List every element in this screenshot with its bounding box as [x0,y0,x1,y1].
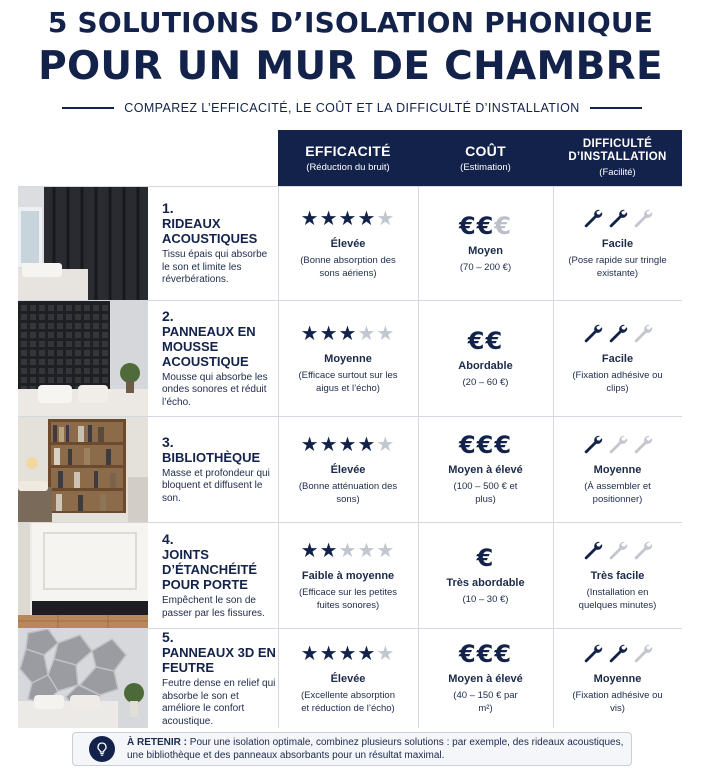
difficulte-value: Facile [601,238,634,250]
euro-icon: € [494,431,513,459]
solution-description: Empêchent le son de passer par les fissures. [162,595,265,619]
wrench-rating [580,433,655,459]
difficulte-cell [553,523,682,628]
wrench-icon [630,543,655,565]
star-rating [301,322,396,348]
euro-rating [459,642,512,668]
solution-row [18,300,682,416]
solution-row [18,416,682,522]
cout-value: Moyen à élevé [448,673,523,685]
solution-description: Tissu épais qui absorbe le son et limite les réverbérations. [162,249,268,286]
difficulte-note: (Fixation adhésive ou clips) [572,370,663,394]
solution-name: JOINTS D’ÉTANCHÉITÉ POUR PORTE [162,547,258,592]
star-rating [301,539,396,565]
efficacite-note: (Efficace surtout sur les aigus et l’écho) [298,370,398,394]
solution-photo [18,187,148,300]
star-icon: ★ [300,540,320,562]
wrench-icon [605,326,630,348]
difficulte-note: (À assembler et positionner) [584,481,651,505]
header-difficulte-line1: DIFFICULTÉ [582,138,653,150]
subtitle-rule-left [62,107,114,109]
difficulte-note: (Pose rapide sur tringle existante) [568,255,667,279]
star-icon: ★ [319,643,339,665]
difficulte-cell [553,629,682,728]
solution-row [18,186,682,300]
column-divider [418,186,419,728]
euro-rating [476,543,495,572]
star-rating [301,433,396,459]
star-icon: ★ [300,208,320,230]
solution-description: Mousse qui absorbe les ondes sonores et réduit l’écho. [162,371,268,408]
tip-label: À RETENIR : [127,737,187,748]
cout-cell [418,417,553,522]
star-icon: ★ [319,323,339,345]
star-icon: ★ [357,643,377,665]
difficulte-cell [553,301,682,416]
solution-row [18,628,682,728]
cout-cell [418,629,553,728]
wrench-icon [605,437,630,459]
wrench-icon [630,437,655,459]
lightbulb-icon [89,736,115,762]
wrench-rating [580,207,655,233]
cout-note: (100 – 500 € et plus) [453,481,518,505]
cout-cell [418,187,553,300]
difficulte-value: Très facile [590,570,645,582]
difficulte-note: (Installation en quelques minutes) [578,587,657,611]
column-divider [278,186,279,728]
star-icon: ★ [319,208,339,230]
star-icon: ★ [376,540,396,562]
wrench-icon [580,543,605,565]
solution-description: Masse et profondeur qui bloquent et diffusent le son. [162,467,270,504]
difficulte-value: Moyenne [593,464,642,476]
cout-value: Abordable [458,359,513,372]
cout-note: (70 – 200 €) [459,261,512,273]
header-difficulte-line2: D’INSTALLATION [568,151,667,163]
star-rating [301,207,396,233]
efficacite-note: (Bonne atténuation des sons) [298,481,398,505]
euro-icon: € [476,640,495,668]
euro-icon: € [458,431,477,459]
euro-icon: € [494,211,513,240]
star-icon: ★ [357,434,377,456]
euro-icon: € [476,431,495,459]
euro-rating [459,433,512,459]
subtitle-rule-right [590,107,642,109]
solution-photo [18,523,148,628]
efficacite-note: (Excellente absorption et réduction de l’écho) [301,690,395,714]
header-cout [418,130,553,186]
wrench-icon [580,211,605,233]
star-icon: ★ [300,323,320,345]
wrench-icon [580,326,605,348]
solution-name: BIBLIOTHÈQUE [162,449,261,465]
solution-photo [18,301,148,416]
efficacite-note: (Bonne absorption des sons aériens) [300,255,396,279]
comparison-table [18,130,682,728]
euro-rating [458,211,513,240]
euro-icon: € [476,211,495,240]
header-difficulte [553,130,682,186]
solution-row [18,522,682,628]
star-icon: ★ [338,208,358,230]
efficacite-cell [278,187,418,300]
difficulte-note: (Fixation adhésive ou vis) [572,690,663,714]
wrench-icon [605,211,630,233]
efficacite-cell [278,629,418,728]
solution-description: Feutre dense en relief qui absorbe le son et améliore le confort acoustique. [162,678,276,727]
efficacite-note: (Efficace sur les petites fuites sonores) [298,587,398,611]
wrench-icon [630,646,655,668]
star-icon: ★ [319,540,339,562]
wrench-rating [580,642,655,668]
header-cout-sub: (Estimation) [460,162,511,173]
cout-note: (10 – 30 €) [462,593,509,605]
euro-icon: € [476,543,495,572]
subtitle: COMPAREZ L’EFFICACITÉ, LE COÛT ET LA DIFFICULTÉ D’INSTALLATION [124,101,580,115]
cout-cell [418,301,553,416]
wrench-icon [605,543,630,565]
tip-body: Pour une isolation optimale, combinez plusieurs solutions : par exemple, des rideaux acoustiques, une bibliothèque et des panneaux absorbants pour un résultat maximal. [127,737,624,761]
header-difficulte-sub: (Facilité) [599,167,636,178]
star-icon: ★ [376,323,396,345]
subtitle-row [62,100,642,116]
solution-label [162,187,276,300]
solution-number: 5. [162,629,174,645]
euro-icon: € [467,326,486,355]
tip-text [127,736,631,762]
solution-label [162,301,276,416]
solution-label [162,417,276,522]
wrench-rating [580,322,655,348]
solution-name: RIDEAUX ACOUSTIQUES [162,216,258,247]
efficacite-cell [278,523,418,628]
title-line-2: POUR UN MUR DE CHAMBRE [38,44,663,89]
column-divider [553,186,554,728]
tip-box [72,732,632,766]
wrench-rating [580,539,655,565]
header-efficacite-sub: (Réduction du bruit) [306,162,390,173]
efficacite-value: Élevée [330,673,366,685]
wrench-icon [580,437,605,459]
star-icon: ★ [376,208,396,230]
difficulte-value: Moyenne [593,673,642,685]
star-icon: ★ [376,434,396,456]
cout-note: (20 – 60 €) [462,376,509,388]
difficulte-value: Facile [601,353,634,365]
header-efficacite [278,130,418,186]
star-icon: ★ [300,643,320,665]
cout-note: (40 – 150 € par m²) [453,690,518,714]
star-icon: ★ [357,540,377,562]
star-icon: ★ [338,540,358,562]
solution-photo [18,417,148,522]
solution-name: PANNEAUX EN MOUSSE ACOUSTIQUE [162,323,256,369]
star-rating [301,642,396,668]
star-icon: ★ [338,434,358,456]
difficulte-cell [553,187,682,300]
wrench-icon [605,646,630,668]
euro-icon: € [494,640,513,668]
euro-icon: € [485,326,504,355]
solution-number: 1. [162,200,174,217]
cout-value: Moyen [468,244,503,257]
star-icon: ★ [338,643,358,665]
efficacite-value: Élevée [330,464,366,476]
header-efficacite-label: EFFICACITÉ [305,143,391,159]
cout-cell [418,523,553,628]
efficacite-value: Faible à moyenne [301,570,395,582]
efficacite-value: Moyenne [324,353,372,365]
euro-icon: € [458,640,477,668]
solution-photo [18,629,148,728]
solution-label [162,523,276,628]
star-icon: ★ [376,643,396,665]
star-icon: ★ [319,434,339,456]
cout-value: Moyen à élevé [448,464,523,476]
star-icon: ★ [300,434,320,456]
wrench-icon [580,646,605,668]
wrench-icon [630,211,655,233]
difficulte-cell [553,417,682,522]
cout-value: Très abordable [446,576,525,589]
star-icon: ★ [338,323,358,345]
euro-rating [467,326,504,355]
star-icon: ★ [357,208,377,230]
solution-name: PANNEAUX 3D EN FEUTRE [162,645,276,675]
solution-number: 2. [162,307,174,324]
euro-icon: € [458,211,477,240]
solution-label [162,629,276,728]
solution-number: 3. [162,433,174,450]
wrench-icon [630,326,655,348]
title-line-1: 5 SOLUTIONS D’ISOLATION PHONIQUE [47,6,654,39]
solution-number: 4. [162,531,174,547]
header-cout-label: COÛT [465,143,506,159]
star-icon: ★ [357,323,377,345]
efficacite-cell [278,417,418,522]
efficacite-cell [278,301,418,416]
efficacite-value: Élevée [330,238,366,250]
